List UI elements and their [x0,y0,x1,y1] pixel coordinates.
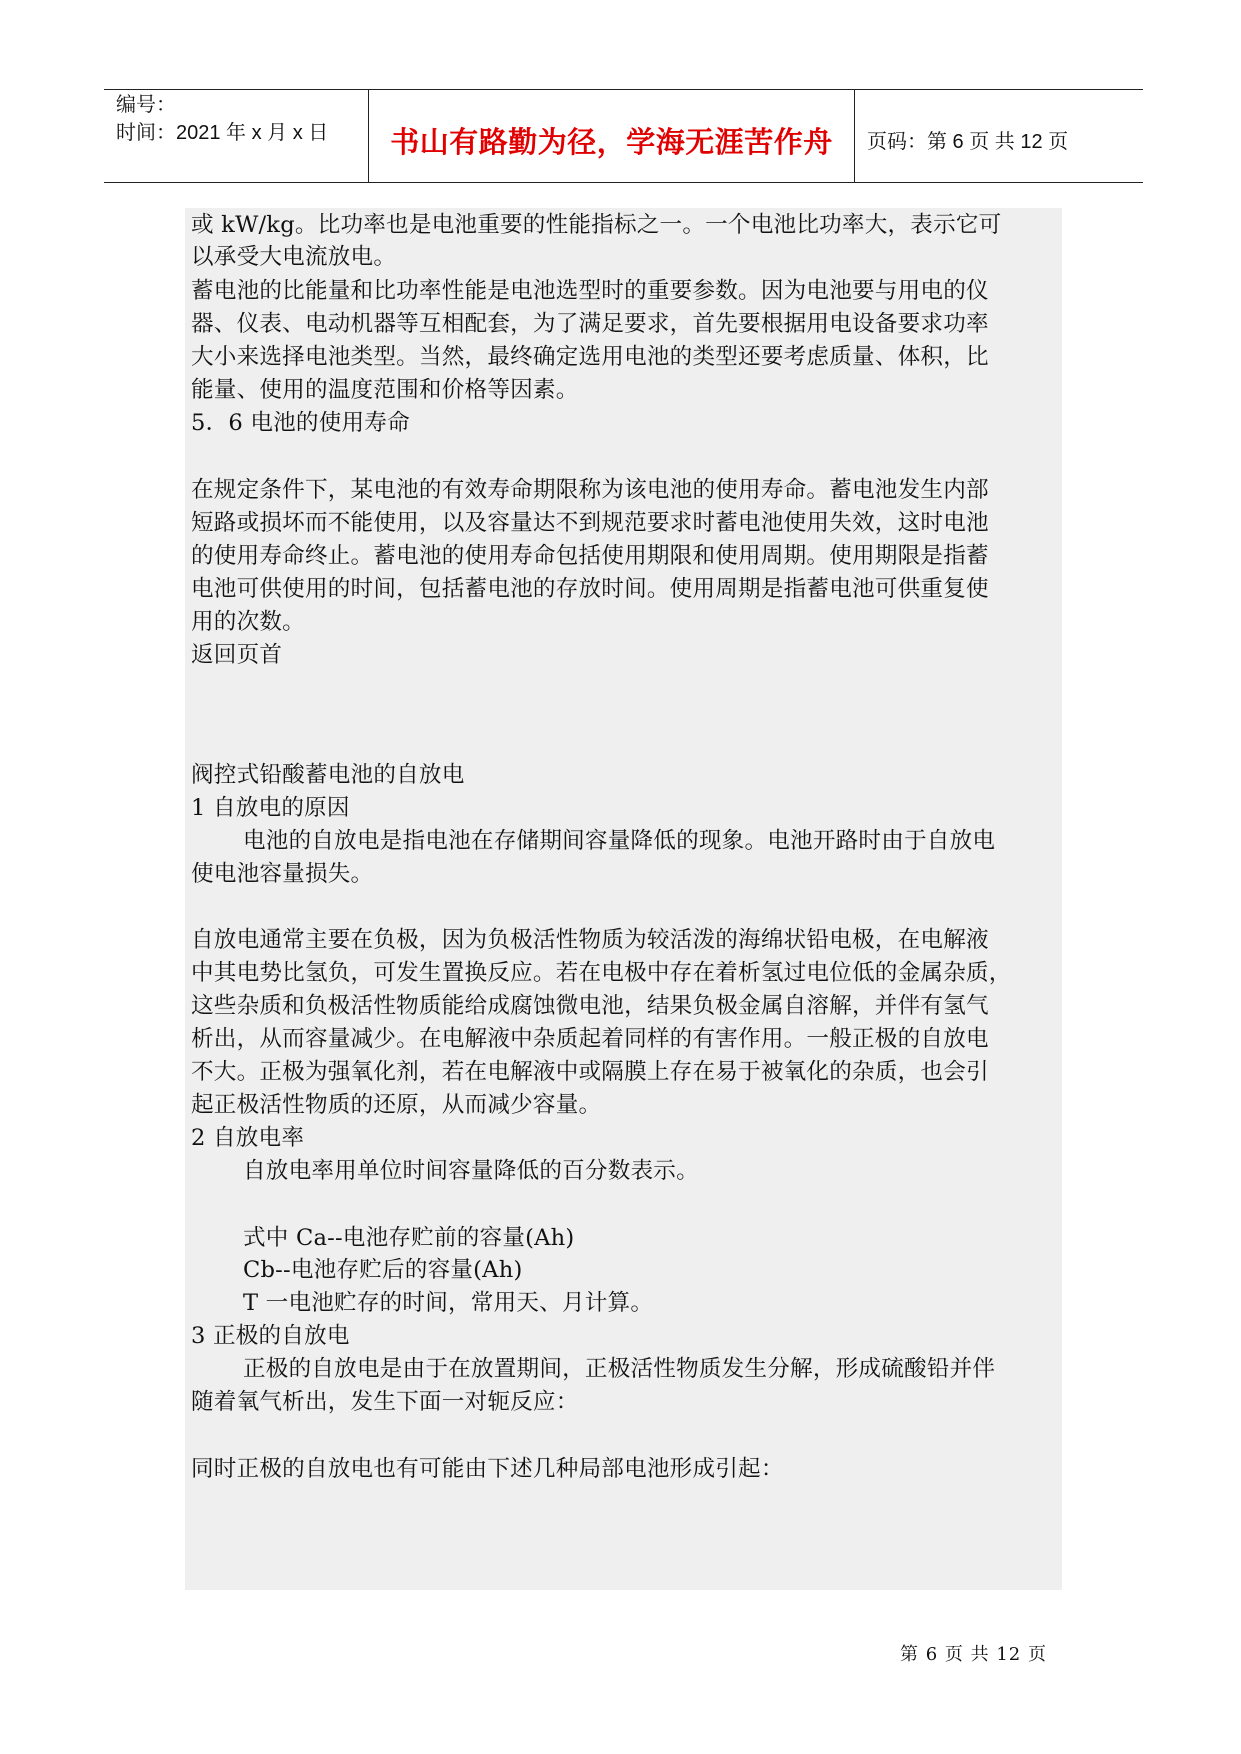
body-line: 使电池容量损失。 [191,861,374,887]
page-footer: 第 6 页 共 12 页 [900,1644,1047,1665]
formula-note-line: Cb--电池存贮后的容量(Ah) [243,1257,523,1283]
body-line: 或 kW/kg。比功率也是电池重要的性能指标之一。一个电池比功率大，表示它可 [191,212,1002,238]
body-line: 的使用寿命终止。蓄电池的使用寿命包括使用期限和使用周期。使用期限是指蓄 [191,543,989,569]
body-line: 大小来选择电池类型。当然，最终确定选用电池的类型还要考虑质量、体积，比 [191,344,989,370]
body-line: 析出，从而容量减少。在电解液中杂质起着同样的有害作用。一般正极的自放电 [191,1026,989,1052]
formula-note-line: T 一电池贮存的时间，常用天、月计算。 [243,1290,654,1316]
body-line: 自放电通常主要在负极，因为负极活性物质为较活泼的海绵状铅电极，在电解液 [191,927,989,953]
document-number-label: 编号： [116,94,176,116]
body-line: 电池可供使用的时间，包括蓄电池的存放时间。使用周期是指蓄电池可供重复使 [191,576,989,602]
header-motto-cell [369,90,855,182]
body-line: 这些杂质和负极活性物质能给成腐蚀微电池，结果负极金属自溶解，并伴有氢气 [191,993,989,1019]
body-line: 器、仪表、电动机器等互相配套，为了满足要求，首先要根据用电设备要求功率 [191,311,989,337]
header-motto: 书山有路勤为径，学海无涯苦作舟 [390,125,833,159]
body-line: 正极的自放电是由于在放置期间，正极活性物质发生分解，形成硫酸铅并伴 [243,1356,996,1382]
section-heading: 3 正极的自放电 [191,1323,350,1349]
formula-note-line: 式中 Ca--电池存贮前的容量(Ah) [243,1225,575,1251]
body-line: 以承受大电流放电。 [191,244,397,270]
document-date-label: 时间：2021 年 x 月 x 日 [116,122,329,144]
body-line: 电池的自放电是指电池在存储期间容量降低的现象。电池开路时由于自放电 [243,828,996,854]
document-header [104,89,1143,183]
back-to-top-link[interactable]: 返回页首 [191,642,283,668]
body-line: 中其电势比氢负，可发生置换反应。若在电极中存在着析氢过电位低的金属杂质， [191,960,1012,986]
body-line: 自放电率用单位时间容量降低的百分数表示。 [243,1158,699,1184]
header-page-cell [855,90,1143,182]
body-line: 在规定条件下，某电池的有效寿命期限称为该电池的使用寿命。蓄电池发生内部 [191,477,989,503]
body-line: 能量、使用的温度范围和价格等因素。 [191,377,579,403]
section-title: 阀控式铅酸蓄电池的自放电 [191,762,465,788]
body-line: 用的次数。 [191,609,305,635]
header-info-cell [104,90,369,182]
body-line: 不大。正极为强氧化剂，若在电解液中或隔膜上存在易于被氧化的杂质，也会引 [191,1059,989,1085]
body-line: 蓄电池的比能量和比功率性能是电池选型时的重要参数。因为电池要与用电的仪 [191,278,989,304]
header-page-code: 页码：第 6 页 共 12 页 [867,131,1069,153]
document-body [185,208,1062,1590]
body-line: 同时正极的自放电也有可能由下述几种局部电池形成引起： [191,1456,784,1482]
section-heading: 5．6 电池的使用寿命 [191,410,410,436]
body-line: 起正极活性物质的还原，从而减少容量。 [191,1092,602,1118]
section-heading: 1 自放电的原因 [191,795,350,821]
section-heading: 2 自放电率 [191,1125,305,1151]
body-line: 随着氧气析出，发生下面一对轭反应： [191,1389,579,1415]
body-line: 短路或损坏而不能使用，以及容量达不到规范要求时蓄电池使用失效，这时电池 [191,510,989,536]
